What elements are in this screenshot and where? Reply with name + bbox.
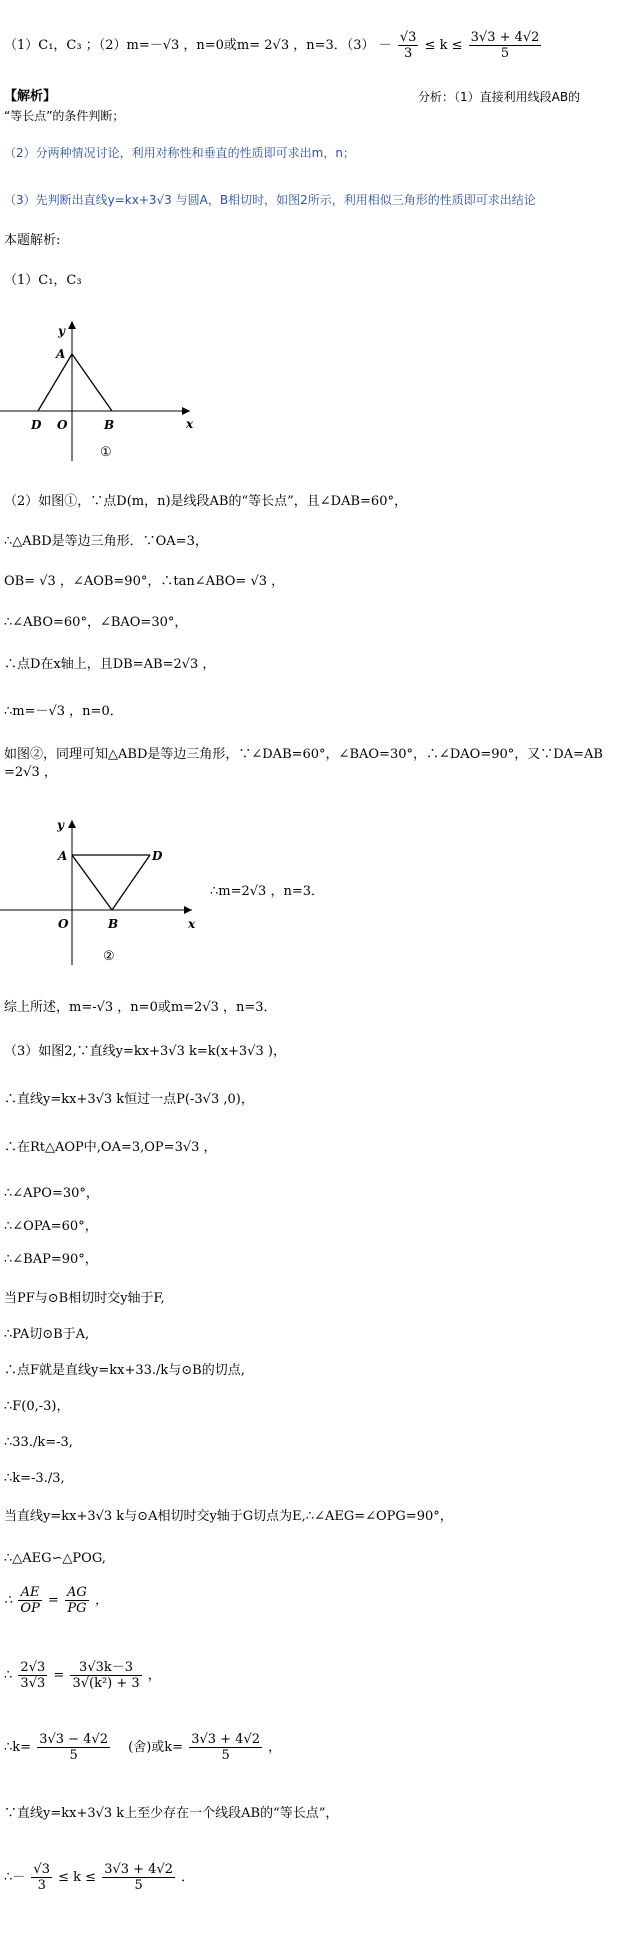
solution-2i: 综上所述，m=-√3 ，n=0或m=2√3 ，n=3． <box>4 1000 277 1015</box>
solution-3n: ∴△AEG∽△POG, <box>4 1551 106 1566</box>
fin-left-num: √3 <box>33 1862 50 1877</box>
eq2-left <box>18 1660 47 1691</box>
solution-part1: （1）C₁，C₃ <box>4 273 82 288</box>
eq1-right <box>65 1585 89 1616</box>
solution-3m: 当直线y=kx+3√3 k与⊙A相切时交y轴于G切点为E,∴∠AEG=∠OPG=90°， <box>4 1509 453 1524</box>
eq1-right-den: PG <box>67 1601 87 1616</box>
answer-lower-den: 3 <box>404 46 413 61</box>
fin-left <box>31 1862 52 1893</box>
eq2-right-den: 3√(k²) + 3 <box>72 1676 140 1691</box>
solution-3f: ∴∠BAP=90°， <box>4 1252 98 1267</box>
figure-1 <box>0 316 200 466</box>
analysis-header: 【解析】 <box>4 89 57 104</box>
solution-2a: （2）如图①，∵点D(m，n)是线段AB的“等长点”，且∠DAB=60°， <box>4 494 407 509</box>
k2 <box>189 1732 262 1763</box>
k2-num: 3√3 + 4√2 <box>191 1732 261 1747</box>
solution-2d: ∴∠ABO=60°，∠BAO=30°， <box>4 615 188 630</box>
solution-2b: ∴△ABD是等边三角形．∵OA=3， <box>4 534 208 549</box>
answer-line: （1）C₁，C₃ ；（2）m=－√3 ，n=0或m= 2√3 ，n=3．（3） － $\frac{√3}{3}$ ≤ k ≤ $\frac{3√3 + 4√2}{5}$ <box>4 30 540 61</box>
fig2-label-B: B <box>108 917 119 931</box>
solution-3h: ∴PA切⊙B于A, <box>4 1327 90 1342</box>
solution-3c: ∴在Rt△AOP中,OA=3,OP=3√3 ， <box>4 1140 217 1155</box>
fig2-label-y: y <box>57 818 64 832</box>
fin-right <box>102 1862 175 1893</box>
fig2-number: ② <box>103 949 115 964</box>
fig1-label-B: B <box>104 418 115 432</box>
solution-3i: ∴点F就是直线y=kx+33./k与⊙B的切点, <box>4 1363 245 1378</box>
answer-upper-den: 5 <box>500 46 510 61</box>
analysis-line-1: “等长点”的条件判断； <box>4 109 125 123</box>
fin-right-den: 5 <box>134 1878 143 1893</box>
fin-left-den: 3 <box>37 1878 46 1893</box>
k1 <box>37 1732 110 1763</box>
analysis-line-3: （3）先判断出直线y=kx+3√3 与圆A，B相切时，如图2所示，利用相似三角形的性质即可求出结论 <box>4 193 536 207</box>
solution-3l: ∴k=-3./3, <box>4 1471 65 1486</box>
fig1-label-O: O <box>57 418 68 432</box>
fin-inequality: ≤ k ≤ <box>58 1870 97 1885</box>
k1-discarded-note: (舍)或k= <box>128 1740 184 1755</box>
solution-header: 本题解析: <box>4 233 61 248</box>
eq1-left <box>18 1585 41 1616</box>
final-inequality: ∴－ $\frac{√3}{3}$ ≤ k ≤ $\frac{3√3 + 4√2}{5}$ ． <box>4 1862 195 1893</box>
equation-substitution: ∴ $\frac{2√3}{3√3}$ = $\frac{3√3k-3}{\text{3√(k²) + 3}}$ ， <box>4 1660 161 1691</box>
fig1-number: ① <box>100 445 112 460</box>
solution-3b: ∴直线y=kx+3√3 k恒过一点P(-3√3 ,0)， <box>4 1092 254 1107</box>
solution-3d: ∴∠APO=30°， <box>4 1186 99 1201</box>
fig1-label-A: A <box>56 347 66 361</box>
eq1-left-den: OP <box>20 1601 40 1616</box>
answer-upper-num: 3√3 + 4√2 <box>470 30 540 45</box>
solution-3e: ∴∠OPA=60°， <box>4 1219 98 1234</box>
eq1-left-num: AE <box>18 1585 41 1601</box>
solution-3k: ∴33./k=-3, <box>4 1435 73 1450</box>
analysis-summary-right: 分析：（1）直接利用线段AB的 <box>418 90 581 104</box>
fig2-label-D: D <box>152 849 163 863</box>
answer-upper-bound <box>469 30 542 61</box>
fig2-label-A: A <box>58 849 68 863</box>
k1-num: 3√3 − 4√2 <box>39 1732 108 1747</box>
solution-2g: 如图②，同理可知△ABD是等边三角形，∵∠DAB=60°，∠BAO=30°，∴∠DAO=90°，又∵DA=AB <box>4 747 603 762</box>
fig1-label-x: x <box>186 417 194 431</box>
fig2-label-x: x <box>188 917 196 931</box>
solution-2f: ∴m=－√3 ，n=0． <box>4 704 123 719</box>
equation-k-solutions: ∴k= $\frac{3√3 - 4√2}{5}$ (舍)或k= $\frac{3√3 + 4√2}{5}$ ， <box>4 1732 282 1763</box>
answer-lower-bound <box>398 30 419 61</box>
fig2-label-O: O <box>58 917 69 931</box>
solution-2e: ∴点D在x轴上，且DB=AB=2√3 ， <box>4 657 216 672</box>
eq2-left-num: 2√3 <box>20 1660 46 1675</box>
solution-3g: 当PF与⊙B相切时交y轴于F, <box>4 1291 165 1306</box>
solution-3o: ∵直线y=kx+3√3 k上至少存在一个线段AB的“等长点”， <box>4 1806 339 1821</box>
solution-2h: =2√3 ， <box>4 765 57 780</box>
solution-2c: OB= √3 ，∠AOB=90°，∴tan∠ABO= √3 ， <box>4 574 285 589</box>
eq1-right-num: AG <box>67 1585 87 1600</box>
fig1-label-D: D <box>31 418 42 432</box>
analysis-line-2: （2）分两种情况讨论，利用对称性和垂直的性质即可求出m，n； <box>4 146 355 160</box>
fin-right-num: 3√3 + 4√2 <box>104 1862 174 1877</box>
answer-inequality: ≤ k ≤ <box>424 38 463 53</box>
equation-ratio: ∴ $\frac{AE}{OP}$ = $\frac{AG}{PG}$ ， <box>4 1585 108 1616</box>
answer-lower-num: √3 <box>399 30 417 45</box>
figure-2 <box>0 815 200 970</box>
solution-3a: （3）如图2,∵直线y=kx+3√3 k=k(x+3√3 )， <box>4 1044 286 1059</box>
eq2-left-den: 3√3 <box>20 1676 46 1691</box>
answer-text: （1）C₁，C₃ ；（2）m=－√3 ，n=0或m= 2√3 ，n=3．（3） <box>4 38 375 53</box>
k1-den: 5 <box>69 1748 78 1763</box>
solution-3j: ∴F(0,-3)， <box>4 1399 70 1414</box>
eq2-right <box>70 1660 141 1691</box>
fig1-label-y: y <box>58 324 65 338</box>
eq2-right-num: 3√3k－3 <box>70 1660 141 1676</box>
fig2-result: ∴m=2√3 ，n=3． <box>210 884 324 899</box>
k2-den: 5 <box>221 1748 230 1763</box>
